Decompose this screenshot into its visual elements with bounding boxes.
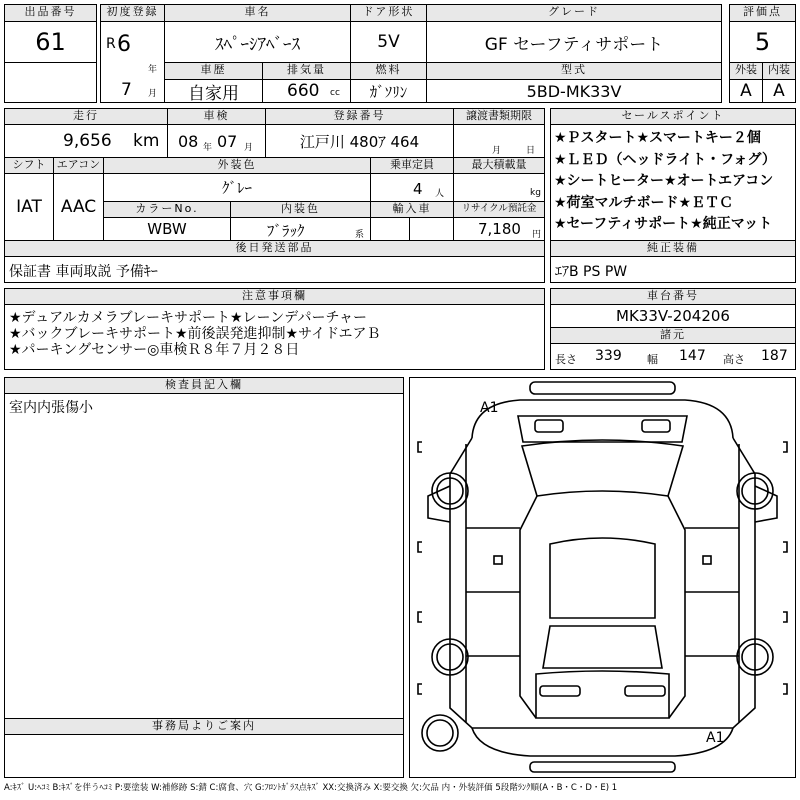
- history-value: 自家用: [164, 79, 263, 103]
- reg-month: 7: [121, 80, 132, 100]
- inspection-month-unit: 月: [244, 143, 254, 153]
- later-parts-value: 保証書 車両取説 予備ｷｰ: [9, 264, 158, 280]
- recycle-unit: 円: [532, 230, 542, 240]
- int-color-label: 内装色: [230, 201, 371, 218]
- exterior-grade-label: 外装: [729, 62, 763, 80]
- score-label: 評価点: [729, 4, 796, 22]
- capacity-value: 4: [413, 180, 423, 198]
- car-name: ｽﾍﾟｰｼｱﾍﾞｰｽ: [164, 21, 351, 63]
- ext-color-label: 外装色: [103, 157, 371, 174]
- aircon-label: エアコン: [53, 157, 104, 174]
- reg-month-unit: 月: [148, 89, 158, 99]
- int-color-value: ﾌﾞﾗｯｸ: [267, 222, 305, 240]
- note-item: ★パーキングセンサー◎車検Ｒ８年７月２８日: [9, 342, 300, 358]
- color-no-value: WBW: [103, 217, 231, 241]
- reg-year-unit: 年: [148, 65, 158, 75]
- int-color-unit: 系: [355, 230, 365, 240]
- length-value: 339: [595, 348, 622, 364]
- inspection-label: 車検: [167, 108, 266, 125]
- max-load-unit: kg: [530, 188, 541, 198]
- door-type: 5V: [350, 21, 427, 63]
- shift-value: IAT: [4, 173, 54, 241]
- reg-year: 6: [117, 32, 131, 57]
- interior-grade: A: [762, 79, 796, 103]
- lot-label: 出品番号: [4, 4, 97, 22]
- door-label: ドア形状: [350, 4, 427, 22]
- recycle-box: [453, 217, 545, 241]
- exterior-grade: A: [729, 79, 763, 103]
- interior-grade-label: 内装: [762, 62, 796, 80]
- transfer-deadline-label: 譲渡書類期限: [453, 108, 545, 125]
- inspection-year-unit: 年: [203, 143, 213, 153]
- equipment-label: 純正装備: [550, 240, 796, 257]
- displacement-unit: cc: [330, 88, 340, 98]
- inspection-year: 08: [178, 132, 199, 151]
- transfer-deadline-box: [453, 124, 545, 158]
- chassis-number: MK33V-204206: [550, 304, 796, 328]
- int-color-box: [230, 217, 371, 241]
- first-reg-box: [100, 21, 165, 103]
- width-label: 幅: [647, 353, 658, 366]
- grade-value: GF セーフティサポート: [426, 21, 722, 63]
- inspector-label: 検査員記入欄: [4, 377, 404, 394]
- car-outline-graphic: [410, 378, 795, 777]
- era: R: [106, 36, 116, 52]
- registration-label: 登録番号: [265, 108, 454, 125]
- later-parts-label: 後日発送部品: [4, 240, 545, 257]
- note-item: ★バックブレーキサポート★前後誤発進抑制★サイドエアＢ: [9, 326, 381, 342]
- fuel-value: ｶﾞｿﾘﾝ: [350, 79, 427, 103]
- import-box-2: [409, 217, 454, 241]
- displacement-box: [262, 79, 351, 103]
- specs-box: [550, 343, 796, 370]
- recycle-value: 7,180: [478, 220, 521, 238]
- inspector-note: 室内内張傷小: [9, 400, 93, 416]
- office-label: 事務局よりご案内: [4, 718, 404, 735]
- sales-point-item: ★荷室マルチボード★ＥＴＣ: [554, 194, 734, 211]
- first-reg-label: 初度登録: [100, 4, 165, 22]
- grade-label: グレード: [426, 4, 722, 22]
- score-value: 5: [729, 21, 796, 63]
- capacity-label: 乗車定員: [370, 157, 454, 174]
- deadline-month-unit: 月: [492, 146, 502, 156]
- blank-box: [4, 62, 97, 103]
- inspection-box: [167, 124, 266, 158]
- car-name-label: 車名: [164, 4, 351, 22]
- equipment-box: [550, 256, 796, 283]
- history-label: 車歴: [164, 62, 263, 80]
- inspector-box: [4, 393, 404, 719]
- capacity-box: [370, 173, 454, 202]
- displacement-value: 660: [287, 81, 320, 101]
- import-label: 輸入車: [370, 201, 454, 218]
- mileage-value: 9,656: [63, 131, 112, 151]
- capacity-unit: 人: [435, 189, 445, 199]
- mileage-label: 走行: [4, 108, 168, 125]
- chassis-label: 車台番号: [550, 288, 796, 305]
- max-load-box: [453, 173, 545, 202]
- fuel-label: 燃料: [350, 62, 427, 80]
- later-parts-box: [4, 256, 545, 283]
- sales-point-item: ★ＬＥＤ（ヘッドライト・フォグ）: [554, 151, 776, 168]
- registration-value: 江戸川 480ｱ 464: [265, 124, 454, 158]
- height-value: 187: [761, 348, 788, 364]
- import-box-1: [370, 217, 410, 241]
- height-label: 高さ: [723, 353, 745, 366]
- mileage-box: [4, 124, 168, 158]
- damage-mark-rear: A1: [706, 730, 725, 746]
- mileage-unit: km: [133, 131, 160, 151]
- sales-point-item: ★シートヒーター★オートエアコン: [554, 173, 774, 189]
- sales-points-list: [550, 124, 796, 241]
- note-item: ★デュアルカメラブレーキサポート★レーンデパーチャー: [9, 310, 368, 326]
- displacement-label: 排気量: [262, 62, 351, 80]
- specs-label: 諸元: [550, 327, 796, 344]
- max-load-label: 最大積載量: [453, 157, 545, 174]
- model-value: 5BD-MK33V: [426, 79, 722, 103]
- ext-color-value: ｸﾞﾚｰ: [103, 173, 371, 202]
- legend: A:ｷｽﾞ U:ﾍｺﾐ B:ｷｽﾞを伴うﾍｺﾐ P:要塗装 W:補修跡 S:錆 C:腐食、穴 G:ﾌﾛﾝﾄｶﾞﾗｽ点ｷｽﾞ XX:交換済み X:要交換 欠:欠品 内・外装評価 5段階ﾗﾝｸ順(A・B・C・D・E) 1: [4, 783, 618, 793]
- aircon-value: AAC: [53, 173, 104, 241]
- color-no-label: カラーNo.: [103, 201, 231, 218]
- deadline-day-unit: 日: [526, 146, 536, 156]
- sales-point-item: ★セーフティサポート★純正マット: [554, 216, 773, 232]
- model-label: 型式: [426, 62, 722, 80]
- shift-label: シフト: [4, 157, 54, 174]
- notes-list: [4, 304, 545, 370]
- inspection-month: 07: [217, 132, 238, 151]
- equipment-value: ｴｱB PS PW: [555, 264, 628, 280]
- recycle-label: リサイクル預託金: [453, 201, 545, 218]
- car-diagram: [409, 377, 796, 778]
- damage-mark-front: A1: [480, 400, 499, 416]
- lot-number: 61: [4, 21, 97, 63]
- office-box: [4, 734, 404, 778]
- notes-label: 注意事項欄: [4, 288, 545, 305]
- width-value: 147: [679, 348, 706, 364]
- sales-point-item: ★Ｐスタート★スマートキー２個: [554, 130, 761, 146]
- length-label: 長さ: [555, 353, 577, 366]
- sales-points-label: セールスポイント: [550, 108, 796, 125]
